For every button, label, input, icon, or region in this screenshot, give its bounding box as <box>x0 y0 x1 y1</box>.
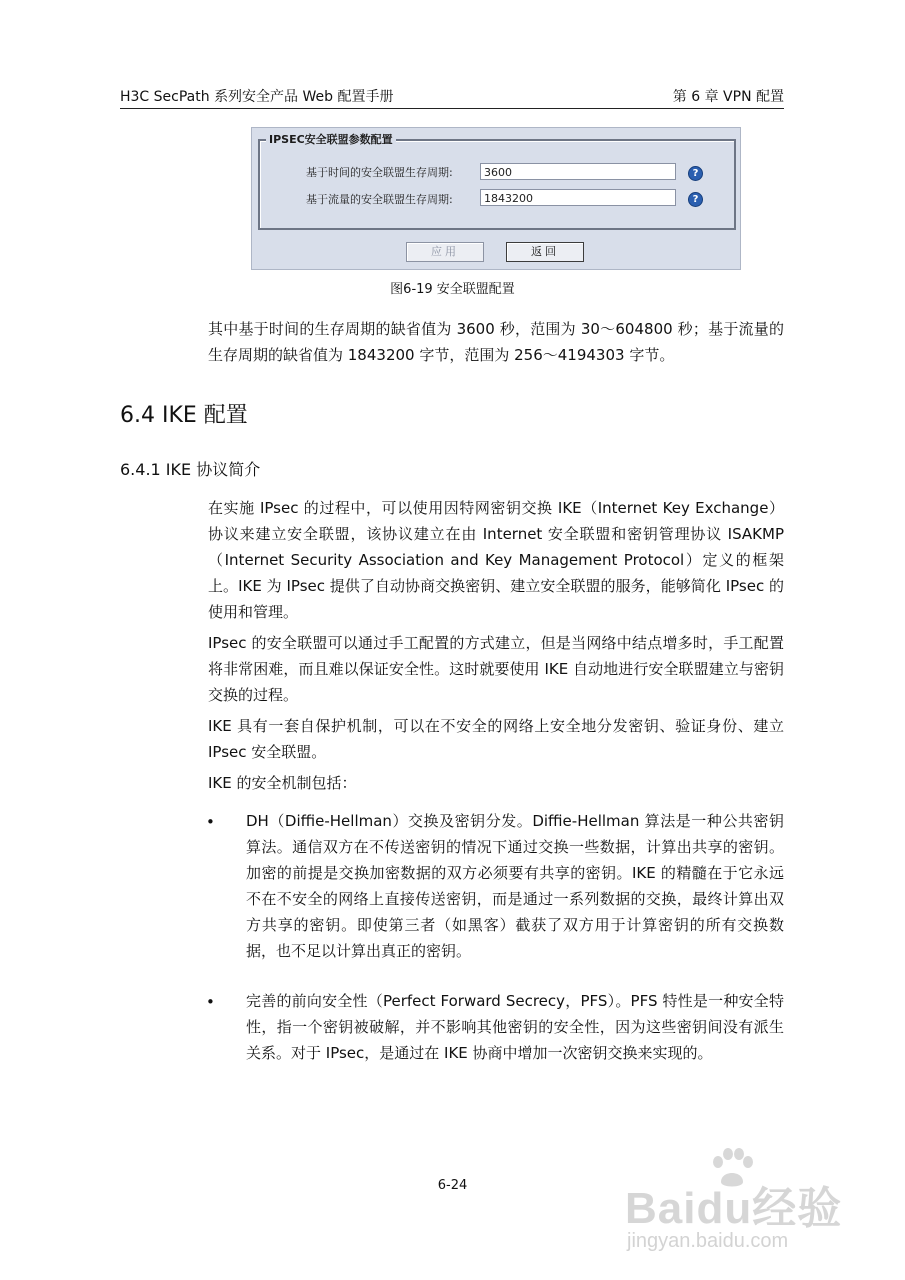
back-button[interactable]: 返回 <box>506 242 584 262</box>
apply-button[interactable]: 应用 <box>406 242 484 262</box>
paragraph: IKE 的安全机制包括： <box>208 774 357 792</box>
traffic-lifetime-label: 基于流量的安全联盟生存周期: <box>306 193 453 206</box>
fieldset-legend: IPSEC安全联盟参数配置 <box>266 131 396 147</box>
ipsec-sa-fieldset <box>258 133 736 230</box>
page-header <box>120 86 784 109</box>
section-title: 6.4 IKE 配置 <box>120 403 248 428</box>
bullet-item: 完善的前向安全性（Perfect Forward Secrecy，PFS）。PFS 特性是一种安全特性，指一个密钥被破解，并不影响其他密钥的安全性，因为这些密钥间没有派生关系。对于 IPsec，是通过在 IKE 协商中增加一次密钥交换来实现的。 <box>246 992 784 1062</box>
help-icon[interactable]: ? <box>688 166 703 181</box>
help-icon[interactable]: ? <box>688 192 703 207</box>
paragraph: IPsec 的安全联盟可以通过手工配置的方式建立，但是当网络中结点增多时，手工配置将非常困难，而且难以保证安全性。这时就要使用 IKE 自动地进行安全联盟建立与密钥交换的过程。 <box>208 634 784 704</box>
bullet-dot: • <box>206 813 215 831</box>
header-title: H3C SecPath 系列安全产品 Web 配置手册 <box>120 89 394 105</box>
watermark-url: jingyan.baidu.com <box>627 1230 789 1252</box>
paragraph: IKE 具有一套自保护机制，可以在不安全的网络上安全地分发密钥、验证身份、建立 IPsec 安全联盟。 <box>208 717 784 761</box>
header-chapter: 第 6 章 VPN 配置 <box>672 89 784 105</box>
figure-caption: 图6-19 安全联盟配置 <box>390 282 515 297</box>
paragraph: 在实施 IPsec 的过程中，可以使用因特网密钥交换 IKE（Internet Key Exchange）协议来建立安全联盟，该协议建立在由 Internet 安全联盟和密钥管理协议 ISAKMP（Internet Security Association and Key Management Protocol）定义的框架上。IKE 为 IPsec 提供了自动协商交换密钥、建立安全联盟的服务，能够简化 IPsec 的使用和管理。 <box>208 499 784 621</box>
ipsec-sa-config-screenshot <box>251 127 741 270</box>
intro-paragraph: 其中基于时间的生存周期的缺省值为 3600 秒，范围为 30～604800 秒；基于流量的生存周期的缺省值为 1843200 字节，范围为 256～4194303 字节。 <box>208 320 784 364</box>
subsection-title: 6.4.1 IKE 协议简介 <box>120 460 261 479</box>
watermark-logo: Baidu经验 <box>625 1184 843 1233</box>
baidu-watermark <box>625 1148 855 1270</box>
bullet-dot: • <box>206 993 215 1011</box>
traffic-lifetime-input[interactable]: 1843200 <box>480 189 676 206</box>
time-lifetime-label: 基于时间的安全联盟生存周期: <box>306 166 453 179</box>
time-lifetime-input[interactable]: 3600 <box>480 163 676 180</box>
bullet-item: DH（Diffie-Hellman）交换及密钥分发。Diffie-Hellman 算法是一种公共密钥算法。通信双方在不传送密钥的情况下通过交换一些数据，计算出共享的密钥。加密的前提是交换加密数据的双方必须要有共享的密钥。IKE 的精髓在于它永远不在不安全的网络上直接传送密钥，而是通过一系列数据的交换，最终计算出双方共享的密钥。即使第三者（如黑客）截获了双方用于计算密钥的所有交换数据，也不足以计算出真正的密钥。 <box>246 812 784 960</box>
page-number: 6-24 <box>437 1178 468 1193</box>
